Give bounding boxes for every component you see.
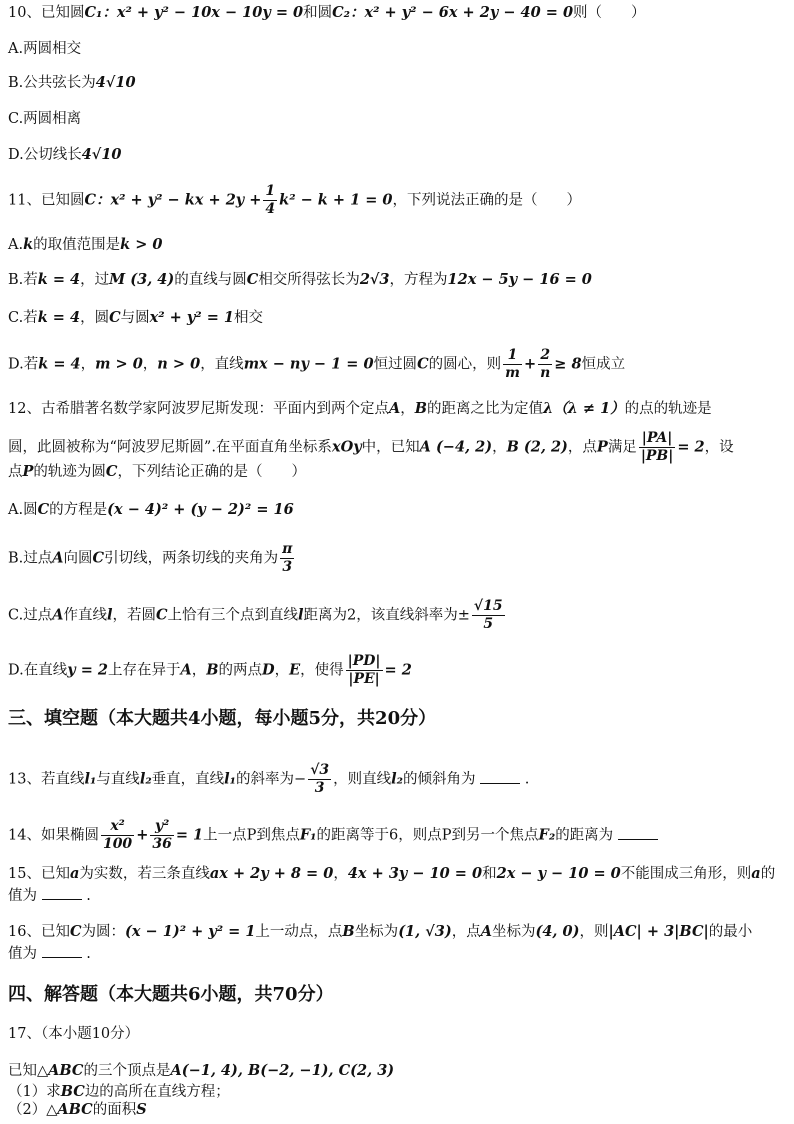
q15-line-2: 值为 . xyxy=(8,888,91,904)
q16-line-2: 值为 . xyxy=(8,946,91,962)
q12-option-c: C.过点A作直线l，若圆C上恰有三个点到直线l距离为2，该直线斜率为± $\frac{√15}{5}$ xyxy=(8,598,503,632)
section-4-title: 四、解答题（本大题共6小题，共70分） xyxy=(8,984,334,1005)
fraction: $\frac{|PD|}{|PE|}$ xyxy=(347,653,381,687)
section-3-title: 三、填空题（本大题共4小题，每小题5分，共20分） xyxy=(8,708,437,729)
q17-part-1: （1）求BC边的高所在直线方程； xyxy=(8,1083,230,1100)
q11-option-b: B.若k = 4，过M (3, 4)的直线与圆C相交所得弦长为2√3，方程为12x − 5y − 16 = 0 xyxy=(8,271,592,288)
q12-option-b: B.过点A向圆C引切线，两条切线的夹角为 $\frac{\pi}{3}$ xyxy=(8,541,293,575)
q11-option-c: C.若k = 4，圆C与圆x² + y² = 1相交 xyxy=(8,309,263,326)
q17-part-2: （2）△ABC的面积S xyxy=(8,1101,147,1118)
fraction: $\frac{1}{m}$ xyxy=(505,347,520,381)
answer-blank xyxy=(42,887,82,900)
q10-option-b: B.公共弦长为4√10 xyxy=(8,74,136,91)
q11-option-a: A.k的取值范围是k > 0 xyxy=(8,236,163,253)
q12-option-a: A.圆C的方程是(x − 4)² + (y − 2)² = 16 xyxy=(8,501,294,518)
q11-stem: 11、已知圆C：x² + y² − kx + 2y + $\frac{1}{4}$ k² − k + 1 = 0，下列说法正确的是（ ） xyxy=(8,183,582,217)
q10-option-d: D.公切线长4√10 xyxy=(8,146,122,163)
q14: 14、如果椭圆 $\frac{\text{x²}}{100}$ + $\frac{\text{y²}}{36}$ = 1上一点P到焦点F₁的距离等于6，则点P到另一个焦点F₂的距离为 xyxy=(8,818,658,853)
fraction: $\frac{\text{y²}}{36}$ xyxy=(152,818,172,852)
fraction: $\frac{1}{4}$ xyxy=(265,183,276,217)
fraction: $\frac{√15}{5}$ xyxy=(473,598,503,632)
answer-blank xyxy=(618,827,658,840)
q12-line-3: 点P的轨迹为圆C，下列结论正确的是（ ） xyxy=(8,463,306,480)
fraction: $\frac{2}{n}$ xyxy=(540,347,551,381)
q13: 13、若直线l₁与直线l₂垂直，直线l₁的斜率为− $\frac{√3}{3}$ ，则直线l₂的倾斜角为 . xyxy=(8,762,530,796)
answer-blank xyxy=(42,945,82,958)
fraction: $\frac{√3}{3}$ xyxy=(310,762,330,796)
q12-line-2: 圆，此圆被称为“阿波罗尼斯圆”.在平面直角坐标系xOy中，已知A (−4, 2)，B (2, 2)，点P满足 $\frac{|PA|}{|PB|}$ = 2，设 xyxy=(8,430,734,464)
q11-option-d: D.若k = 4，m > 0，n > 0，直线mx − ny − 1 = 0恒过圆C的圆心，则 $\frac{1}{m}$ + $\frac{2}{n}$ ≥ 8恒成立 xyxy=(8,347,626,381)
q10-option-c: C.两圆相离 xyxy=(8,111,82,127)
q12-line-1: 12、古希腊著名数学家阿波罗尼斯发现：平面内到两个定点A，B的距离之比为定值λ（λ ≠ 1）的点的轨迹是 xyxy=(8,400,712,417)
q10-option-a: A.两圆相交 xyxy=(8,41,82,57)
fraction: $\frac{|PA|}{|PB|}$ xyxy=(640,430,674,464)
fraction: $\frac{\text{x²}}{100}$ xyxy=(102,818,133,852)
answer-blank xyxy=(480,771,520,784)
q10-stem: 10、已知圆C₁：x² + y² − 10x − 10y = 0和圆C₂：x² + y² − 6x + 2y − 40 = 0则（ ） xyxy=(8,4,646,21)
q15-line-1: 15、已知a为实数，若三条直线ax + 2y + 8 = 0，4x + 3y − 10 = 0和2x − y − 10 = 0不能围成三角形，则a的 xyxy=(8,865,776,882)
q17-stem: 已知△ABC的三个顶点是A(−1, 4), B(−2, −1), C(2, 3) xyxy=(8,1062,395,1079)
fraction: $\frac{\pi}{3}$ xyxy=(282,541,293,575)
q17-title: 17、（本小题10分） xyxy=(8,1026,140,1042)
q12-option-d: D.在直线y = 2上存在异于A，B的两点D，E，使得 $\frac{|PD|}{|PE|}$ = 2 xyxy=(8,653,412,687)
q16-line-1: 16、已知C为圆：(x − 1)² + y² = 1上一动点，点B坐标为(1, √3)，点A坐标为(4, 0)，则|AC| + 3|BC|的最小 xyxy=(8,923,753,940)
